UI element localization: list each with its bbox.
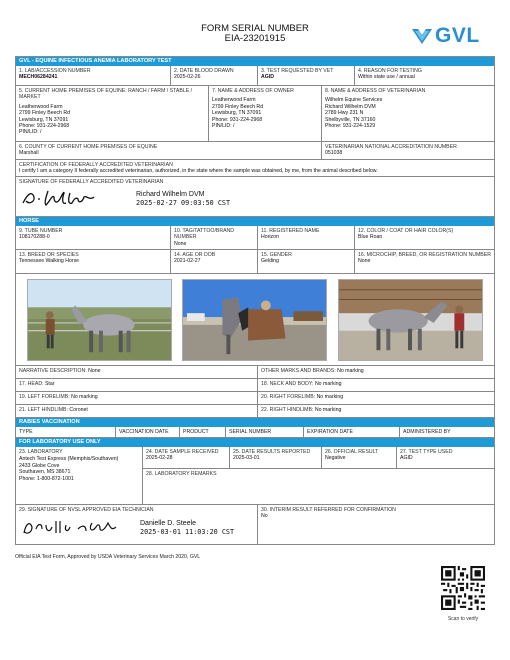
cell-official-result: 26. OFFICIAL RESULT Negative bbox=[322, 447, 397, 468]
vet-signature-datetime: 2025-02-27 09:03:50 CST bbox=[136, 199, 231, 207]
cell-date-received: 24. DATE SAMPLE RECEIVED 2025-02-28 bbox=[143, 447, 230, 468]
cell-left-hind: 21. LEFT HINDLIMB: Coronet bbox=[16, 405, 258, 417]
cell-color: 12. COLOR / COAT OR HAIR COLOR(S) Blue Roan bbox=[358, 228, 454, 241]
horse-photo-right bbox=[338, 279, 483, 361]
cell-accreditation: VETERINARIAN NATIONAL ACCREDITATION NUMBER 051038 bbox=[322, 142, 494, 159]
cell-other-marks: OTHER MARKS AND BRANDS: No marking bbox=[261, 368, 364, 374]
cell-certification: CERTIFICATION OF FEDERALLY ACCREDITED VETERINARIAN I certify I am a category II federally accredited veterinarian, authorized, in the state where the sample was obtained, by me, from the animal described below. bbox=[16, 160, 494, 176]
rabies-col-type: TYPE bbox=[16, 427, 116, 437]
cell-right-fore: 20. RIGHT FORELIMB: No marking bbox=[261, 394, 344, 400]
horse-photo-middle bbox=[182, 279, 327, 361]
cell-lab-remarks: 28. LABORATORY REMARKS bbox=[146, 471, 217, 477]
eia-form bbox=[15, 56, 495, 545]
row-county bbox=[16, 142, 494, 160]
cell-vet-signature: SIGNATURE OF FEDERALLY ACCREDITED VETERINARIAN Richard Wilhelm DVM 2025-02-27 09:03:50 CST bbox=[19, 179, 231, 207]
vet-signature-image bbox=[20, 187, 120, 209]
rabies-col-expiration: EXPIRATION DATE bbox=[304, 427, 400, 437]
cell-veterinarian: 8. NAME & ADDRESS OF VETERINARIAN Wilhelm Equine Services Richard Wilhelm DVM 2789 Hwy 231 N Shelbyville, TN 37160 Phone: 931-224-1529 bbox=[325, 88, 426, 130]
rabies-header-row bbox=[16, 427, 494, 438]
section-bar-horse: HORSE bbox=[16, 217, 494, 226]
county-value: Marshall bbox=[19, 150, 39, 157]
rabies-col-product: PRODUCT bbox=[180, 427, 226, 437]
reason-value: Within state use / annual bbox=[358, 74, 415, 81]
row-lab-info bbox=[16, 66, 494, 86]
cell-neck: 18. NECK AND BODY: No marking bbox=[261, 381, 342, 387]
cell-breed: 13. BREED OR SPECIES Tennessee Walking Horse bbox=[16, 250, 171, 273]
row-vet-signature bbox=[16, 177, 494, 217]
vet-signature-name: Richard Wilhelm DVM bbox=[136, 191, 205, 198]
official-result-value: Negative bbox=[325, 455, 346, 462]
row-nvsl bbox=[16, 505, 494, 544]
lab-results-group bbox=[143, 447, 494, 504]
cell-left-fore: 19. LEFT FORELIMB: No marking bbox=[16, 392, 258, 404]
cell-county: 6. COUNTY OF CURRENT HOME PREMISES OF EQUINE Marshall bbox=[16, 142, 322, 159]
rabies-col-date: VACCINATION DATE bbox=[116, 427, 180, 437]
cell-laboratory: 23. LABORATORY Antech Test Express (Memphis/Southaven) 2433 Globe Cove Southaven, MS 38671 Phone: 1-800-872-1001 bbox=[16, 447, 143, 504]
cell-age: 14. AGE OR DOB 2021-02-27 bbox=[171, 250, 258, 273]
rabies-col-administered: ADMINISTERED BY bbox=[403, 429, 451, 435]
cell-date-drawn: 2. DATE BLOOD DRAWN 2025-02-26 bbox=[171, 66, 258, 85]
cell-narrative: NARRATIVE DESCRIPTION: None bbox=[16, 366, 258, 378]
date-drawn-value: 2025-02-26 bbox=[174, 74, 201, 81]
qr-code-icon[interactable] bbox=[441, 566, 485, 610]
cell-nvsl-signature: 29. SIGNATURE OF NVSL APPROVED EIA TECHNICIAN Danielle D. Steele 2025-03-01 11:03:20 CST bbox=[16, 505, 258, 544]
nvsl-signature-image bbox=[20, 515, 130, 539]
cell-home-premises: 5. CURRENT HOME PREMISES OF EQUINE: RANCH / FARM / STABLE / MARKET Leatherwood Farm 2799 Finley Beech Rd Lewisburg, TN 37091 Phone: 931-224-2968 PIN/LID: / bbox=[16, 86, 209, 141]
row-addresses bbox=[16, 86, 494, 142]
form-serial-number: EIA-23201915 bbox=[224, 33, 286, 44]
rabies-col-serial: SERIAL NUMBER bbox=[226, 427, 304, 437]
test-requested-value: AGID bbox=[261, 74, 274, 81]
cell-registered-name: 11. REGISTERED NAME Horizon bbox=[258, 226, 355, 249]
horse-photo-left bbox=[27, 279, 172, 361]
accession-value: MECH06284241 bbox=[19, 74, 58, 81]
row-lab-use bbox=[16, 447, 494, 505]
cell-test-type: 27. TEST TYPE USED AGID bbox=[400, 449, 453, 462]
section-bar-lab-use: FOR LABORATORY USE ONLY bbox=[16, 438, 494, 447]
cell-date-reported: 25. DATE RESULTS REPORTED 2025-03-01 bbox=[230, 447, 322, 468]
cell-head: 17. HEAD: Star bbox=[16, 379, 258, 391]
nvsl-signature-datetime: 2025-03-01 11:03:20 CST bbox=[140, 528, 235, 536]
section-bar-lab: GVL - EQUINE INFECTIOUS ANEMIA LABORATORY TEST bbox=[16, 57, 494, 66]
scan-to-verify-label: Scan to verify bbox=[447, 616, 479, 622]
cell-reason: 4. REASON FOR TESTING Within state use / annual bbox=[355, 66, 494, 85]
nvsl-signature-name: Danielle D. Steele bbox=[140, 520, 197, 527]
cell-accession: 1. LAB/ACCESSION NUMBER MECH06284241 bbox=[16, 66, 171, 85]
footer-text: Official EIA Test Form, Approved by USDA Veterinary Services March 2020, GVL bbox=[15, 554, 201, 560]
accreditation-value: 051038 bbox=[325, 150, 343, 157]
row-narrative bbox=[16, 366, 494, 379]
gvl-logo-icon bbox=[412, 27, 432, 45]
row-horse-ids bbox=[16, 226, 494, 250]
gvl-logo-text: GVL bbox=[435, 24, 480, 47]
row-certification bbox=[16, 160, 494, 177]
cell-microchip: 16. MICROCHIP, BREED, OR REGISTRATION NUMBER None bbox=[358, 252, 491, 265]
row-horse-desc bbox=[16, 250, 494, 274]
row-forelimbs bbox=[16, 392, 494, 405]
gvl-logo bbox=[412, 24, 480, 48]
horse-photos bbox=[16, 274, 494, 366]
cell-test-requested: 3. TEST REQUESTED BY VET AGID bbox=[258, 66, 355, 85]
section-bar-rabies: RABIES VACCINATION bbox=[16, 418, 494, 427]
form-serial-title: FORM SERIAL NUMBER bbox=[201, 23, 309, 34]
cell-gender: 15. GENDER Gelding bbox=[258, 250, 355, 273]
row-hindlimbs bbox=[16, 405, 494, 418]
certification-text: I certify I am a category II federally accredited veterinarian, authorized, in the state where the sample was obtained, by me, from the animal described below. bbox=[19, 168, 378, 175]
cell-right-hind: 22. RIGHT HINDLIMB: No marking bbox=[261, 407, 342, 413]
cell-tube: 9. TUBE NUMBER 108170288-0 bbox=[16, 226, 171, 249]
row-head-neck bbox=[16, 379, 494, 392]
cell-interim: 30. INTERIM RESULT REFERRED FOR CONFIRMATION No bbox=[261, 507, 396, 520]
cell-owner: 7. NAME & ADDRESS OF OWNER Leatherwood Farm 2799 Finley Beech Rd Lewisburg, TN 37091 Phone: 931-224-2968 PIN/LID: / bbox=[209, 86, 322, 141]
cell-tag: 10. TAG/TATTOO/BRAND NUMBER None bbox=[171, 226, 258, 249]
